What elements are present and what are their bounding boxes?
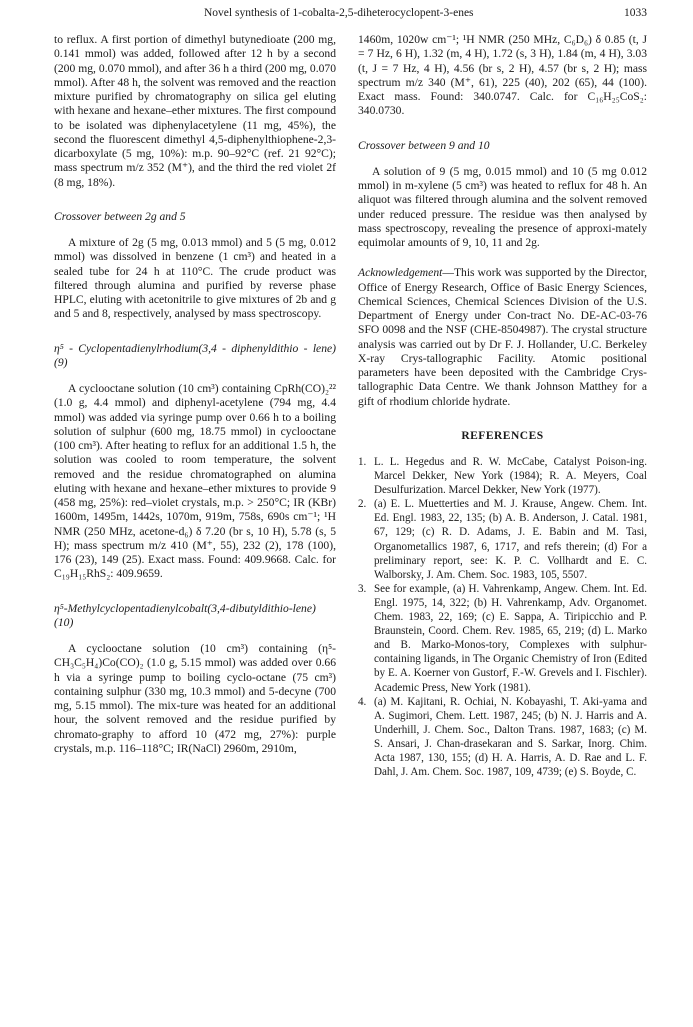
paragraph-crossover-9-10: A solution of 9 (5 mg, 0.015 mmol) and 10 (5 mg 0.012 mmol) in m-xylene (5 cm³) was heated to reflux for 48 h. An aliquot was filtered through alumina and the solvent removed under reduced pressure. The residue was then analysed by mass spectroscopy, revealing the presence of approxi-mately equimolar amounts of 9, 10, 11 and 2g. bbox=[358, 164, 647, 249]
reference-text: (a) M. Kajitani, R. Ochiai, N. Kobayashi, T. Aki-yama and A. Sugimori, Chem. Lett. 1987, 245; (b) N. J. Harris and A. Underhill, J. Chem. Soc., Dalton Trans. 1987, 1683; (c) M. S. Ansari, J. Chan-drasekaran and S. Sarkar, Inorg. Chim. Acta 1987, 130, 155; (d) H. A. Harris, A. D. Rae and L. F. Dahl, J. Am. Chem. Soc. 1987, 109, 4739; (e) S. Boyde, C. bbox=[374, 695, 647, 779]
section-heading-compound-10: η⁵-Methylcyclopentadienylcobalt(3,4-dibutyldithio-lene) (10) bbox=[54, 601, 316, 629]
paragraph-reflux: to reflux. A first portion of dimethyl butynedioate (200 mg, 0.141 mmol) was added, followed after 12 h by a second (200 mg, 0.070 mmol), and after 36 h a third (200 mg, 0.070 mmol). After 48 h, the solvent was removed and the reaction mixture purified by chromatography on silica gel eluting with hexane and hexane–ether mixtures. The first compound to be isolated was diphenylacetylene (11 mg, 45%), the second the fluorescent dimethyl 4,5-diphenylthiophene-2,3-dicarboxylate (5 mg, 10%): m.p. 90–92°C (ref. 21 92°C); mass spectrum m/z 352 (M⁺), and the third the red violet 2f (8 mg, 18%). bbox=[54, 33, 336, 189]
reference-number: 1. bbox=[358, 456, 367, 468]
reference-number: 3. bbox=[358, 582, 367, 595]
running-title: Novel synthesis of 1-cobalta-2,5-diheterocyclopent-3-enes bbox=[204, 7, 474, 19]
section-heading-crossover-2g-5: Crossover between 2g and 5 bbox=[54, 209, 186, 223]
paragraph-nmr-10: 1460m, 1020w cm⁻¹; ¹H NMR (250 MHz, C₆D₆) δ 0.85 (t, J = 7 Hz, 6 H), 1.32 (m, 4 H), 1.72 (s, 3 H), 1.84 (m, 4 H), 3.03 (t, J = 7 Hz, 4 H), 4.56 (br s, 2 H), 4.57 (br s, 2 H); mass spectrum m/z 340 (M⁺, 61), 225 (40), 202 (65), 44 (100). Exact mass. Found: 340.0747. Calc. for C₁₆H₂₅CoS₂: 340.0730. bbox=[358, 33, 647, 118]
left-column bbox=[54, 33, 336, 756]
reference-text: L. L. Hegedus and R. W. McCabe, Catalyst Poison-ing. Marcel Dekker, New York (1984); R. A. Meyers, Coal Desulfurization. Marcel Dekker, New York (1977). bbox=[374, 456, 647, 497]
right-column bbox=[358, 33, 647, 779]
reference-number: 2. bbox=[358, 498, 367, 511]
reference-text: (a) E. L. Muetterties and M. J. Krause, Angew. Chem. Int. Ed. Engl. 1983, 22, 135; (b) A. B. Anderson, J. Catal. 1981, 67, 129; (c) R. D. Adams, J. E. Babin and M. Tasi, Organometallics 1987, 6, 1717, and refs therein; (d) For a preliminary report, see: K. P. C. Vollhardt and E. C. Walborsky, J. Am. Chem. Soc. 1983, 105, 5507. bbox=[374, 498, 647, 581]
paragraph-compound-10: A cyclooctane solution (10 cm³) containing (η⁵-CH₃C₅H₄)Co(CO)₂ (1.0 g, 5.15 mmol) was added over 0.66 h via a syringe pump to boiling cyclo-octane (75 cm³) containing sulphur (330 mg, 10.3 mmol) and 5-decyne (700 mg, 5.15 mmol). The mix-ture was heated for an additional hour, the solvent removed and the residue purified by chromato-graphy to afford 10 (472 mg, 27%): purple crystals, m.p. 116–118°C; IR(NaCl) 2960m, 2910m, bbox=[54, 642, 336, 755]
reference-number: 4. bbox=[358, 695, 367, 708]
references-heading: REFERENCES bbox=[461, 429, 544, 442]
reference-item bbox=[358, 455, 647, 497]
acknowledgement-label: Acknowledgement bbox=[358, 266, 443, 280]
reference-item bbox=[358, 497, 647, 582]
reference-item bbox=[358, 582, 647, 695]
reference-item bbox=[358, 695, 647, 780]
paragraph-compound-9: A cyclooctane solution (10 cm³) containing CpRh(CO)₂²² (1.0 g, 4.4 mmol) and diphenyl-acetylene (794 mg, 4.4 mmol) was added via syringe pump over 0.66 h to a boiling solution of sulphur (600 mg, 18.75 mmol) in cyclooctane (100 cm³). After heating to reflux for an additional 1.5 h, the solution was cooled to room temperature, the solvent removed and the residue chromatographed on alumina eluting with hexane and hexane–ether mixtures to provide 9 (458 mg, 25%): red–violet crystals, m.p. > 250°C; IR (KBr) 1600m, 1495m, 1442s, 1070m, 919m, 758s, 690s cm⁻¹; ¹H NMR (250 MHz, acetone-d₆) δ 7.20 (br s, 10 H), 5.78 (s, 5 H); mass spectrum m/z 410 (M⁺, 55), 232 (2), 178 (100), 176 (23), 149 (25). Exact mass. Found: 409.9668. Calc. for C₁₉H₁₅RhS₂: 409.9659. bbox=[54, 382, 336, 581]
section-heading-compound-9: η⁵ - Cyclopentadienylrhodium(3,4 - diphenyldithio - lene) (9) bbox=[54, 341, 336, 369]
reference-text: See for example, (a) H. Vahrenkamp, Angew. Chem. Int. Ed. Engl. 1975, 14, 322; (b) H. Vahrenkamp, Adv. Organomet. Chem. 1983, 22, 169; (c) E. Sappa, A. Tiripicchio and P. Braunstein, Coord. Chem. Rev. 1985, 65, 219; (d) L. Marko and B. Marko-Monos-tory, Complexes with sulphur-containing ligands, in The Organic Chemistry of Iron (Edited by E. A. Koerner von Gustorf, F.-W. Grevels and I. Fischler). Academic Press, New York (1981). bbox=[374, 582, 647, 694]
acknowledgement bbox=[358, 266, 647, 409]
section-heading-crossover-9-10: Crossover between 9 and 10 bbox=[358, 138, 490, 152]
acknowledgement-text: —This work was supported by the Director, Office of Energy Research, Office of Basic Energy Sciences, Chemical Sciences, Chemical Sciences Division of the U.S. Department of Energy under Con-tract No. DE-AC-03-76 SFO 0098 and the NSF (CHE-8504987). The crystal structure analysis was carried out by Dr F. J. Hollander, U.C. Berkeley X-ray Crys-tallographic Facility. Atomic positional parameters have been deposited with the Cambridge Crys-tallographic Data Centre. We thank Johnson Matthey for a gift of rhodium chloride hydrate. bbox=[358, 266, 647, 408]
page-number: 1033 bbox=[624, 7, 647, 19]
reference-list bbox=[358, 455, 647, 779]
paragraph-crossover-2g-5: A mixture of 2g (5 mg, 0.013 mmol) and 5 (5 mg, 0.012 mmol) was dissolved in benzene (1 cm³) and heated in a sealed tube for 24 h at 110°C. The crude product was filtered through alumina and purified by reverse phase HPLC, eluting with acetonitrile to give mixtures of 2b and g and 5 and 8, respectively, analysed by mass spectroscopy. bbox=[54, 236, 336, 321]
